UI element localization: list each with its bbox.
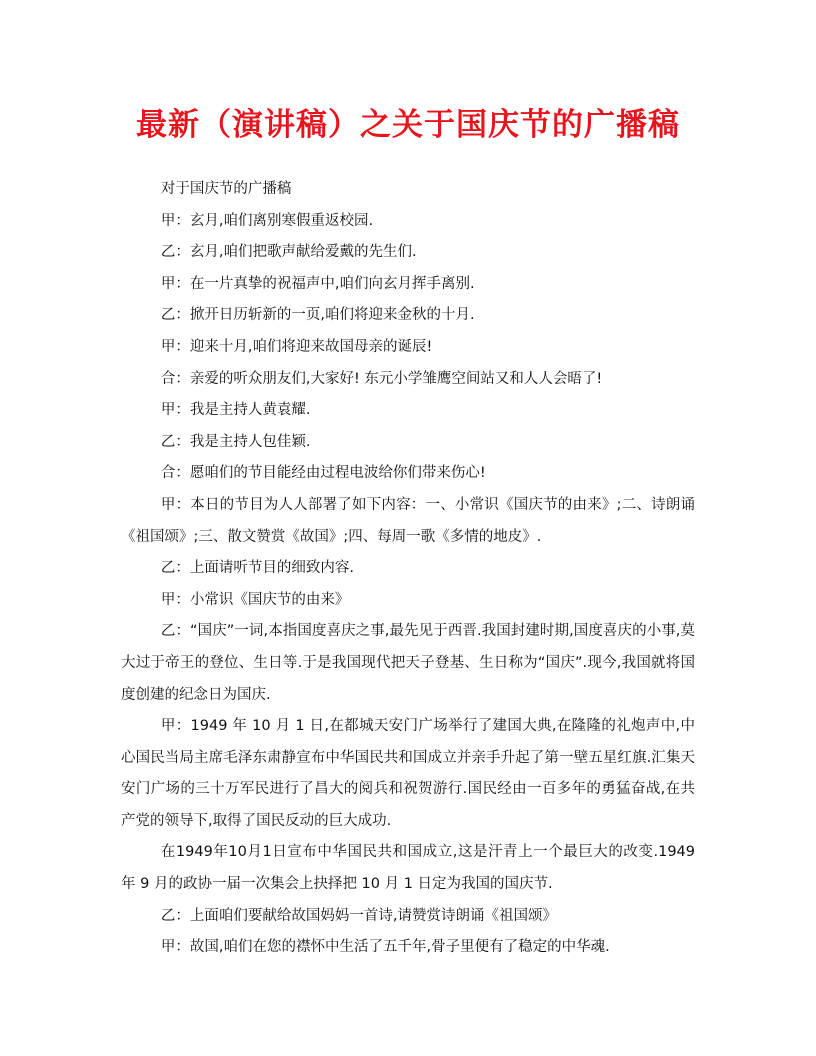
document-body	[121, 174, 695, 964]
paragraph: 合：亲爱的听众朋友们,大家好! 东元小学雏鹰空间站又和人人会晤了!	[160, 370, 603, 387]
paragraph: 甲：迎来十月,咱们将迎来故国母亲的诞辰!	[160, 338, 433, 355]
paragraph: 在1949年10月1日宣布中华国民共和国成立,这是汗青上一个最巨大的改变.1949 年 9 月的政协一届一次集会上抉择把 10 月 1 日定为我国的国庆节.	[121, 844, 695, 893]
paragraph: 合：愿咱们的节目能经由过程电波给你们带来伤心!	[160, 465, 486, 482]
paragraph: 甲：我是主持人黄袁耀.	[160, 402, 311, 419]
paragraph: 乙：掀开日历斩新的一页,咱们将迎来金秋的十月.	[160, 307, 475, 324]
paragraph: 乙：“国庆”一词,本指国度喜庆之事,最先见于西晋.我国封建时期,国度喜庆的小事,莫大过于帝王的登位、生日等.于是我国现代把天子登基、生日称为“国庆”.现今,我国就将国度创建的纪念日为国庆.	[121, 623, 695, 703]
paragraph: 乙：玄月,咱们把歌声献给爱戴的先生们.	[160, 244, 417, 261]
paragraph: 对于国庆节的广播稿	[160, 181, 292, 197]
paragraph: 甲：1949 年 10 月 1 日,在都城天安门广场举行了建国大典,在隆隆的礼炮声中,中心国民当局主席毛泽东肃静宣布中华国民共和国成立并亲手升起了第一壁五星红旗.汇集天安门广场的三十万军民进行了昌大的阅兵和祝贺游行.国民经由一百多年的勇猛奋战,在共产党的领导下,取得了国民反动的巨大成功.	[121, 718, 695, 829]
paragraph: 甲：在一片真挚的祝福声中,咱们向玄月挥手离别.	[160, 275, 475, 292]
paragraph: 乙：我是主持人包佳颖.	[160, 433, 311, 450]
document-title: 最新（演讲稿）之关于国庆节的广播稿	[136, 107, 680, 143]
paragraph: 乙：上面咱们要献给故国妈妈一首诗,请赞赏诗朗诵《祖国颂》	[160, 907, 557, 924]
paragraph: 乙：上面请听节目的细致内容.	[160, 560, 354, 577]
paragraph: 甲：玄月,咱们离别寒假重返校园.	[160, 212, 374, 229]
paragraph: 甲：小常识《国庆节的由来》	[160, 591, 350, 608]
paragraph: 甲：故国,咱们在您的襟怀中生活了五千年,骨子里便有了稳定的中华魂.	[160, 939, 610, 956]
paragraph: 甲：本日的节目为人人部署了如下内容：一、小常识《国庆节的由来》;二、诗朗诵《祖国颂》;三、散文赞赏《故国》;四、每周一歌《多情的地皮》.	[121, 496, 695, 545]
